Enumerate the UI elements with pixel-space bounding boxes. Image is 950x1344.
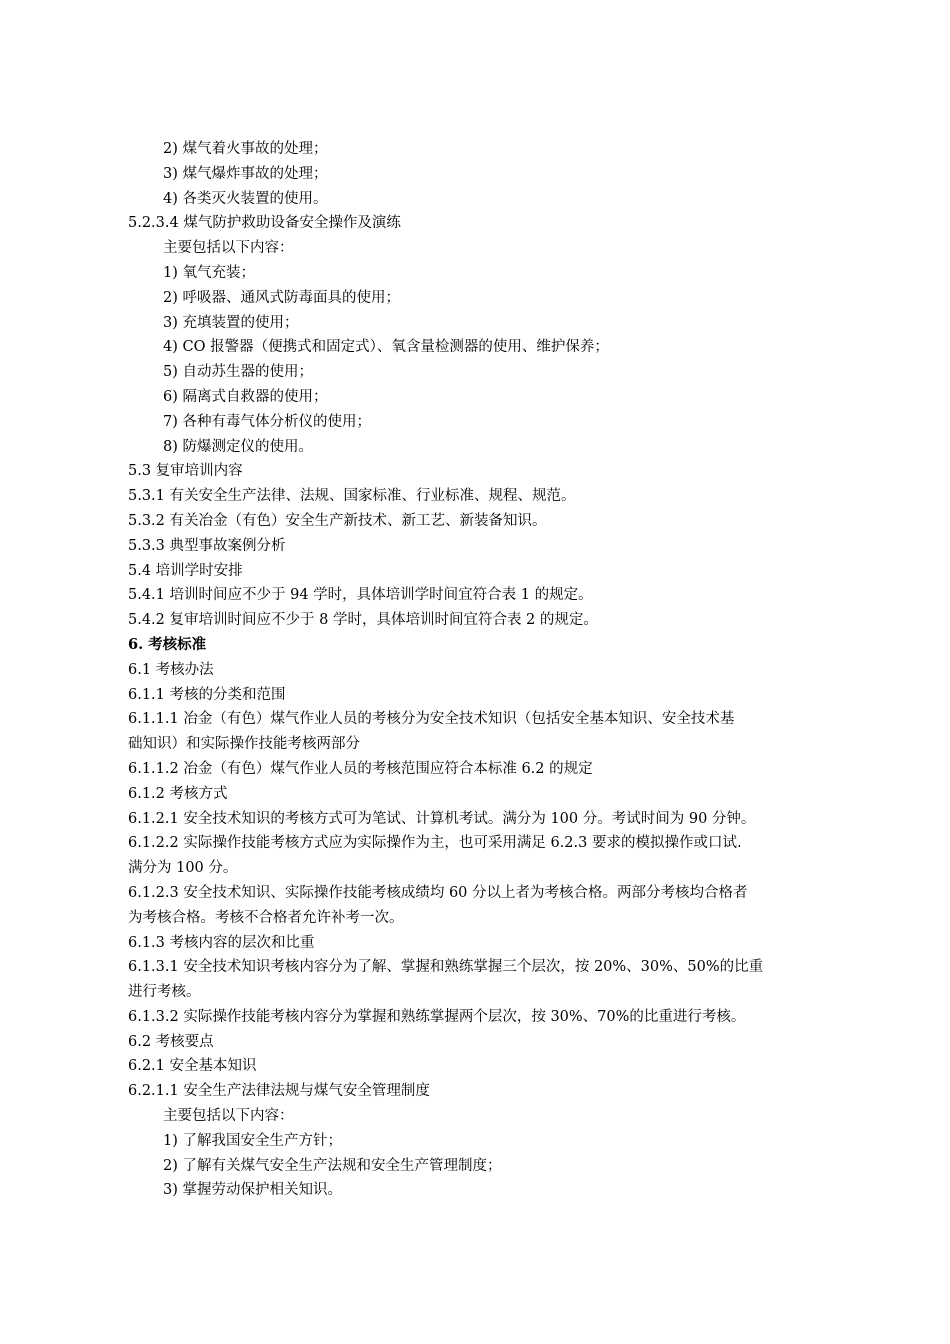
text-line: 6.1.1 考核的分类和范围 bbox=[128, 686, 286, 703]
text-line: 5.3.1 有关安全生产法律、法规、国家标准、行业标准、规程、规范。 bbox=[128, 488, 576, 505]
text-line: 6.2 考核要点 bbox=[128, 1033, 214, 1050]
text-line: 6.2.1.1 安全生产法律法规与煤气安全管理制度 bbox=[128, 1083, 430, 1100]
text-line: 2) 了解有关煤气安全生产法规和安全生产管理制度； bbox=[163, 1157, 502, 1174]
text-line: 6.1.3.2 实际操作技能考核内容分为掌握和熟练掌握两个层次，按 30%、70%的比重进行考核。 bbox=[128, 1008, 746, 1025]
text-line: 5.3 复审培训内容 bbox=[128, 463, 243, 480]
text-line: 5.2.3.4 煤气防护救助设备安全操作及演练 bbox=[128, 215, 401, 232]
text-line: 满分为 100 分。 bbox=[128, 860, 238, 877]
text-line: 6.1.2.1 安全技术知识的考核方式可为笔试、计算机考试。满分为 100 分。考试时间为 90 分钟。 bbox=[128, 810, 756, 827]
text-line: 5.3.2 有关冶金（有色）安全生产新技术、新工艺、新装备知识。 bbox=[128, 512, 547, 529]
text-line: 5.4 培训学时安排 bbox=[128, 562, 243, 579]
text-line: 5.4.2 复审培训时间应不少于 8 学时，具体培训时间宜符合表 2 的规定。 bbox=[128, 612, 598, 629]
text-line: 4) CO 报警器（便携式和固定式）、氧含量检测器的使用、维护保养； bbox=[163, 339, 609, 356]
text-line: 5.4.1 培训时间应不少于 94 学时，具体培训学时间宜符合表 1 的规定。 bbox=[128, 587, 593, 604]
text-line: 6.2.1 安全基本知识 bbox=[128, 1058, 257, 1075]
text-line: 2) 煤气着火事故的处理； bbox=[163, 141, 328, 157]
text-line: 3) 充填装置的使用； bbox=[163, 314, 299, 331]
text-line: 1) 了解我国安全生产方针； bbox=[163, 1132, 342, 1149]
text-line: 6.1.2 考核方式 bbox=[128, 785, 228, 802]
text-line: 3) 掌握劳动保护相关知识。 bbox=[163, 1182, 342, 1199]
text-line: 进行考核。 bbox=[128, 984, 201, 1001]
text-line: 础知识）和实际操作技能考核两部分 bbox=[128, 736, 360, 753]
text-line: 1) 氧气充装； bbox=[163, 264, 255, 281]
text-line: 5.3.3 典型事故案例分析 bbox=[128, 537, 286, 554]
text-line: 7) 各种有毒气体分析仪的使用； bbox=[163, 413, 371, 430]
text-line: 8) 防爆测定仪的使用。 bbox=[163, 438, 313, 455]
text-line: 主要包括以下内容： bbox=[163, 240, 294, 257]
text-line: 6.1.3.1 安全技术知识考核内容分为了解、掌握和熟练掌握三个层次，按 20%、30%、50%的比重 bbox=[128, 959, 764, 976]
text-line: 4) 各类灭火装置的使用。 bbox=[163, 190, 328, 207]
text-line: 6.1.2.3 安全技术知识、实际操作技能考核成绩均 60 分以上者为考核合格。两部分考核均合格者 bbox=[128, 884, 748, 901]
section-heading: 6. 考核标准 bbox=[128, 635, 207, 653]
text-line: 6.1.2.2 实际操作技能考核方式应为实际操作为主，也可采用满足 6.2.3 要求的模拟操作或口试. bbox=[128, 835, 742, 852]
text-line: 主要包括以下内容： bbox=[163, 1108, 294, 1125]
text-line: 6.1.3 考核内容的层次和比重 bbox=[128, 934, 315, 951]
text-line: 为考核合格。考核不合格者允许补考一次。 bbox=[128, 909, 404, 926]
text-line: 3) 煤气爆炸事故的处理； bbox=[163, 165, 328, 182]
text-line: 6) 隔离式自救器的使用； bbox=[163, 388, 328, 405]
text-line: 6.1 考核办法 bbox=[128, 661, 214, 678]
text-line: 2) 呼吸器、通风式防毒面具的使用； bbox=[163, 289, 400, 306]
text-line: 6.1.1.2 冶金（有色）煤气作业人员的考核范围应符合本标准 6.2 的规定 bbox=[128, 760, 593, 777]
text-line: 5) 自动苏生器的使用； bbox=[163, 364, 313, 381]
document-body bbox=[0, 137, 950, 1203]
text-line: 6.1.1.1 冶金（有色）煤气作业人员的考核分为安全技术知识（包括安全基本知识、安全技术基 bbox=[128, 711, 735, 728]
